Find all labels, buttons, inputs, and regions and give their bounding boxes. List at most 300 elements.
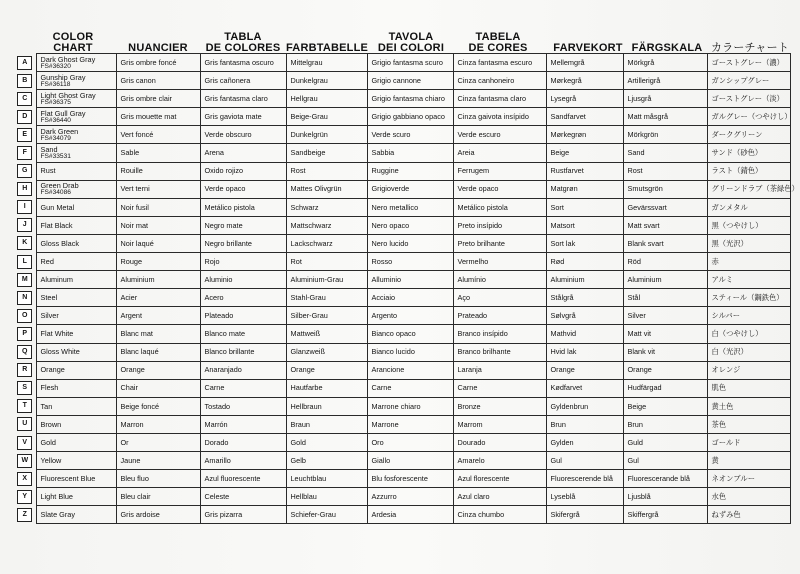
- spanish-name: Gris fantasma oscuro: [200, 54, 286, 72]
- swedish-name: Matt vit: [623, 325, 707, 343]
- danish-name: Gyldenbrun: [546, 397, 623, 415]
- portuguese-name: Cinza fantasma escuro: [453, 54, 546, 72]
- spanish-name: Negro mate: [200, 216, 286, 234]
- italian-name: Marrone: [367, 415, 453, 433]
- english-name-cell: [36, 216, 116, 234]
- spanish-name: Tostado: [200, 397, 286, 415]
- italian-name: Verde scuro: [367, 126, 453, 144]
- swedish-name: Guld: [623, 433, 707, 451]
- japanese-name: サンド（砂色）: [707, 144, 790, 162]
- french-name: Vert foncé: [116, 126, 200, 144]
- english-name-cell: [36, 234, 116, 252]
- english-name: Gloss White: [40, 347, 80, 357]
- french-name: Rouge: [116, 253, 200, 271]
- fs-code: FS#36320: [40, 62, 71, 70]
- french-name: Aluminium: [116, 271, 200, 289]
- english-name: Flesh: [40, 383, 59, 393]
- row-letter-cell: [14, 325, 36, 343]
- header-row: [0, 18, 800, 54]
- english-name-cell: [36, 325, 116, 343]
- japanese-name: 肌色: [707, 379, 790, 397]
- danish-name: Skifergrå: [546, 506, 623, 524]
- danish-name: Stålgrå: [546, 289, 623, 307]
- table-row: [14, 162, 790, 180]
- spanish-name: Gris fantasma claro: [200, 90, 286, 108]
- italian-name: Rosso: [367, 253, 453, 271]
- header-color-chart-jp: カラーチャート: [710, 42, 790, 54]
- italian-name: Acciaio: [367, 289, 453, 307]
- italian-name: Nero opaco: [367, 216, 453, 234]
- swedish-name: Silver: [623, 307, 707, 325]
- english-name: Rust: [40, 166, 56, 176]
- danish-name: Sort: [546, 198, 623, 216]
- swedish-name: Sand: [623, 144, 707, 162]
- swedish-name: Ljusblå: [623, 488, 707, 506]
- portuguese-name: Alumínio: [453, 271, 546, 289]
- italian-name: Grigio gabbiano opaco: [367, 108, 453, 126]
- table-row: [14, 379, 790, 397]
- english-name: Gold: [40, 437, 56, 447]
- german-name: Beige-Grau: [286, 108, 367, 126]
- portuguese-name: Branco brilhante: [453, 343, 546, 361]
- row-letter-cell: [14, 433, 36, 451]
- danish-name: Brun: [546, 415, 623, 433]
- german-name: Lackschwarz: [286, 234, 367, 252]
- english-name: Aluminum: [40, 274, 73, 284]
- italian-name: Nero lucido: [367, 234, 453, 252]
- row-letter: Z: [17, 508, 32, 522]
- swedish-name: Smutsgrön: [623, 180, 707, 198]
- table-row: [14, 54, 790, 72]
- portuguese-name: Vermelho: [453, 253, 546, 271]
- italian-name: Blu fosforescente: [367, 470, 453, 488]
- english-name: Green Drab: [40, 181, 79, 191]
- german-name: Glanzweiß: [286, 343, 367, 361]
- row-letter-cell: [14, 307, 36, 325]
- german-name: Gelb: [286, 452, 367, 470]
- french-name: Beige foncé: [116, 397, 200, 415]
- portuguese-name: Cinza canhoneiro: [453, 72, 546, 90]
- portuguese-name: Cinza chumbo: [453, 506, 546, 524]
- english-name-cell: [36, 162, 116, 180]
- italian-name: Giallo: [367, 452, 453, 470]
- english-name: Gunship Gray: [40, 72, 86, 82]
- row-letter-cell: [14, 397, 36, 415]
- english-name: Flat White: [40, 329, 74, 339]
- english-name: Fluorescent Blue: [40, 473, 96, 483]
- table-row: [14, 234, 790, 252]
- spanish-name: Rojo: [200, 253, 286, 271]
- spanish-name: Blanco mate: [200, 325, 286, 343]
- row-letter: B: [17, 74, 32, 88]
- french-name: Bleu clair: [116, 488, 200, 506]
- english-name: Light Ghost Gray: [40, 90, 96, 100]
- row-letter: P: [17, 327, 32, 341]
- danish-name: Orange: [546, 361, 623, 379]
- french-name: Chair: [116, 379, 200, 397]
- table-row: [14, 433, 790, 451]
- french-name: Gris ombre clair: [116, 90, 200, 108]
- danish-name: Fluorescerende blå: [546, 470, 623, 488]
- spanish-name: Amarillo: [200, 452, 286, 470]
- german-name: Schiefer-Grau: [286, 506, 367, 524]
- row-letter-cell: [14, 253, 36, 271]
- table-row: [14, 72, 790, 90]
- row-letter-cell: [14, 180, 36, 198]
- row-letter-cell: [14, 162, 36, 180]
- french-name: Gris mouette mat: [116, 108, 200, 126]
- row-letter-cell: [14, 271, 36, 289]
- spanish-name: Gris cañonera: [200, 72, 286, 90]
- japanese-name: ネオンブルー: [707, 470, 790, 488]
- english-name-cell: [36, 253, 116, 271]
- portuguese-name: Aço: [453, 289, 546, 307]
- row-letter: G: [17, 164, 32, 178]
- english-name-cell: [36, 144, 116, 162]
- portuguese-name: Cinza gaivota insípido: [453, 108, 546, 126]
- danish-name: Mørkegrå: [546, 72, 623, 90]
- fs-code: FS#36375: [40, 98, 71, 106]
- german-name: Leuchtblau: [286, 470, 367, 488]
- german-name: Dunkelgrau: [286, 72, 367, 90]
- row-letter-cell: [14, 198, 36, 216]
- row-letter-cell: [14, 343, 36, 361]
- english-name-cell: [36, 470, 116, 488]
- table-row: [14, 488, 790, 506]
- japanese-name: 黒（つやけし）: [707, 216, 790, 234]
- japanese-name: グリーンドラブ（茶緑色）: [707, 180, 790, 198]
- swedish-name: Hudfärgad: [623, 379, 707, 397]
- japanese-name: ゴーストグレー（淡）: [707, 90, 790, 108]
- danish-name: Kødfarvet: [546, 379, 623, 397]
- table-row: [14, 180, 790, 198]
- row-letter: O: [17, 309, 32, 323]
- danish-name: Sort lak: [546, 234, 623, 252]
- table-row: [14, 289, 790, 307]
- danish-name: Hvid lak: [546, 343, 623, 361]
- japanese-name: 白（つやけし）: [707, 325, 790, 343]
- header-fargskala: FÄRGSKALA: [631, 42, 703, 54]
- row-letter: C: [17, 92, 32, 106]
- english-name-cell: [36, 488, 116, 506]
- french-name: Rouille: [116, 162, 200, 180]
- spanish-name: Acero: [200, 289, 286, 307]
- portuguese-name: Metálico pistola: [453, 198, 546, 216]
- color-table: [14, 53, 799, 524]
- header-tabela-de-cores: TABELA DE CORES: [468, 31, 528, 54]
- portuguese-name: Marrom: [453, 415, 546, 433]
- spanish-name: Aluminio: [200, 271, 286, 289]
- header-color-chart: COLOR CHART: [52, 31, 94, 54]
- spanish-name: Marrón: [200, 415, 286, 433]
- french-name: Marron: [116, 415, 200, 433]
- table-row: [14, 126, 790, 144]
- english-name: Flat Gull Gray: [40, 108, 86, 118]
- table-row: [14, 470, 790, 488]
- spanish-name: Oxido rojizo: [200, 162, 286, 180]
- row-letter: M: [17, 273, 32, 287]
- danish-name: Rød: [546, 253, 623, 271]
- danish-name: Sandfarvet: [546, 108, 623, 126]
- english-name-cell: [36, 452, 116, 470]
- english-name-cell: [36, 198, 116, 216]
- spanish-name: Negro brillante: [200, 234, 286, 252]
- swedish-name: Stål: [623, 289, 707, 307]
- japanese-name: アルミ: [707, 271, 790, 289]
- portuguese-name: Laranja: [453, 361, 546, 379]
- table-row: [14, 361, 790, 379]
- danish-name: Mørkegrøn: [546, 126, 623, 144]
- row-letter: H: [17, 182, 32, 196]
- english-name: Dark Green: [40, 126, 79, 136]
- japanese-name: 茶色: [707, 415, 790, 433]
- row-letter: S: [17, 381, 32, 395]
- danish-name: Lyseblå: [546, 488, 623, 506]
- portuguese-name: Verde escuro: [453, 126, 546, 144]
- swedish-name: Rost: [623, 162, 707, 180]
- row-letter: E: [17, 128, 32, 142]
- portuguese-name: Azul florescente: [453, 470, 546, 488]
- portuguese-name: Bronze: [453, 397, 546, 415]
- fs-code: FS#33531: [40, 153, 71, 161]
- row-letter: J: [17, 218, 32, 232]
- english-name: Tan: [40, 401, 53, 411]
- table-row: [14, 216, 790, 234]
- french-name: Sable: [116, 144, 200, 162]
- fs-code: FS#36118: [40, 80, 71, 88]
- row-letter: N: [17, 291, 32, 305]
- japanese-name: 黄土色: [707, 397, 790, 415]
- spanish-name: Metálico pistola: [200, 198, 286, 216]
- german-name: Hautfarbe: [286, 379, 367, 397]
- italian-name: Argento: [367, 307, 453, 325]
- portuguese-name: Carne: [453, 379, 546, 397]
- row-letter: Q: [17, 345, 32, 359]
- italian-name: Azzurro: [367, 488, 453, 506]
- italian-name: Carne: [367, 379, 453, 397]
- table-row: [14, 397, 790, 415]
- table-row: [14, 253, 790, 271]
- row-letter-cell: [14, 144, 36, 162]
- swedish-name: Mörkgrön: [623, 126, 707, 144]
- portuguese-name: Preto brilhante: [453, 234, 546, 252]
- swedish-name: Matt måsgrå: [623, 108, 707, 126]
- spanish-name: Arena: [200, 144, 286, 162]
- english-name-cell: [36, 343, 116, 361]
- german-name: Aluminium-Grau: [286, 271, 367, 289]
- french-name: Orange: [116, 361, 200, 379]
- english-name-cell: [36, 397, 116, 415]
- table-row: [14, 343, 790, 361]
- italian-name: Grigio cannone: [367, 72, 453, 90]
- row-letter: X: [17, 472, 32, 486]
- danish-name: Matgrøn: [546, 180, 623, 198]
- english-name: Yellow: [40, 455, 62, 465]
- row-letter: W: [17, 454, 32, 468]
- header-farbtabelle: FARBTABELLE: [285, 42, 369, 54]
- swedish-name: Blank svart: [623, 234, 707, 252]
- portuguese-name: Areia: [453, 144, 546, 162]
- row-letter: T: [17, 399, 32, 413]
- spanish-name: Plateado: [200, 307, 286, 325]
- japanese-name: 黒（光沢）: [707, 234, 790, 252]
- portuguese-name: Amarelo: [453, 452, 546, 470]
- english-name: Sand: [40, 145, 58, 155]
- japanese-name: ラスト（錆色）: [707, 162, 790, 180]
- english-name-cell: [36, 180, 116, 198]
- table-row: [14, 271, 790, 289]
- german-name: Hellblau: [286, 488, 367, 506]
- row-letter: A: [17, 56, 32, 70]
- italian-name: Grigioverde: [367, 180, 453, 198]
- row-letter-cell: [14, 361, 36, 379]
- french-name: Argent: [116, 307, 200, 325]
- french-name: Noir fusil: [116, 198, 200, 216]
- row-letter-cell: [14, 90, 36, 108]
- japanese-name: 赤: [707, 253, 790, 271]
- danish-name: Lysegrå: [546, 90, 623, 108]
- spanish-name: Carne: [200, 379, 286, 397]
- danish-name: Beige: [546, 144, 623, 162]
- table-row: [14, 452, 790, 470]
- row-letter-cell: [14, 506, 36, 524]
- english-name-cell: [36, 108, 116, 126]
- italian-name: Sabbia: [367, 144, 453, 162]
- german-name: Sandbeige: [286, 144, 367, 162]
- danish-name: Mathvid: [546, 325, 623, 343]
- table-row: [14, 506, 790, 524]
- row-letter-cell: [14, 72, 36, 90]
- japanese-name: 白（光沢）: [707, 343, 790, 361]
- french-name: Gris canon: [116, 72, 200, 90]
- portuguese-name: Azul claro: [453, 488, 546, 506]
- english-name-cell: [36, 307, 116, 325]
- danish-name: Aluminium: [546, 271, 623, 289]
- header-tavola-dei-colori: TAVOLA DEI COLORI: [377, 31, 445, 54]
- english-name-cell: [36, 72, 116, 90]
- row-letter: R: [17, 363, 32, 377]
- english-name-cell: [36, 126, 116, 144]
- table-row: [14, 325, 790, 343]
- french-name: Blanc mat: [116, 325, 200, 343]
- row-letter: U: [17, 417, 32, 431]
- german-name: Gold: [286, 433, 367, 451]
- english-name: Brown: [40, 419, 62, 429]
- table-row: [14, 307, 790, 325]
- portuguese-name: Verde opaco: [453, 180, 546, 198]
- english-name-cell: [36, 54, 116, 72]
- german-name: Mattschwarz: [286, 216, 367, 234]
- english-name-cell: [36, 361, 116, 379]
- french-name: Blanc laqué: [116, 343, 200, 361]
- german-name: Mattweiß: [286, 325, 367, 343]
- english-name: Red: [40, 256, 54, 266]
- portuguese-name: Ferrugem: [453, 162, 546, 180]
- german-name: Schwarz: [286, 198, 367, 216]
- portuguese-name: Prateado: [453, 307, 546, 325]
- row-letter: V: [17, 436, 32, 450]
- italian-name: Bianco opaco: [367, 325, 453, 343]
- japanese-name: ダークグリーン: [707, 126, 790, 144]
- row-letter-cell: [14, 108, 36, 126]
- french-name: Or: [116, 433, 200, 451]
- spanish-name: Azul fluorescente: [200, 470, 286, 488]
- row-letter-cell: [14, 54, 36, 72]
- japanese-name: ゴーストグレー（濃）: [707, 54, 790, 72]
- english-name-cell: [36, 433, 116, 451]
- german-name: Hellbraun: [286, 397, 367, 415]
- english-name: Steel: [40, 292, 58, 302]
- swedish-name: Fluorescerande blå: [623, 470, 707, 488]
- japanese-name: オレンジ: [707, 361, 790, 379]
- row-letter-cell: [14, 234, 36, 252]
- swedish-name: Matt svart: [623, 216, 707, 234]
- french-name: Bleu fluo: [116, 470, 200, 488]
- japanese-name: ガルグレー（つやけし）: [707, 108, 790, 126]
- italian-name: Oro: [367, 433, 453, 451]
- row-letter-cell: [14, 415, 36, 433]
- danish-name: Mellemgrå: [546, 54, 623, 72]
- french-name: Vert terni: [116, 180, 200, 198]
- german-name: Orange: [286, 361, 367, 379]
- danish-name: Gul: [546, 452, 623, 470]
- danish-name: Gylden: [546, 433, 623, 451]
- header-tabla-de-colores: TABLA DE COLORES: [205, 31, 281, 54]
- italian-name: Alluminio: [367, 271, 453, 289]
- table-row: [14, 90, 790, 108]
- italian-name: Ardesia: [367, 506, 453, 524]
- swedish-name: Aluminium: [623, 271, 707, 289]
- japanese-name: シルバー: [707, 307, 790, 325]
- header-nuancier: NUANCIER: [128, 42, 188, 54]
- row-letter-cell: [14, 488, 36, 506]
- japanese-name: スティール（鋼鉄色）: [707, 289, 790, 307]
- german-name: Mittelgrau: [286, 54, 367, 72]
- swedish-name: Mörkgrå: [623, 54, 707, 72]
- header-farvekort: FARVEKORT: [553, 42, 623, 54]
- japanese-name: ねずみ色: [707, 506, 790, 524]
- row-letter: I: [17, 200, 32, 214]
- portuguese-name: Dourado: [453, 433, 546, 451]
- swedish-name: Brun: [623, 415, 707, 433]
- english-name-cell: [36, 506, 116, 524]
- row-letter-cell: [14, 470, 36, 488]
- row-letter-cell: [14, 216, 36, 234]
- french-name: Acier: [116, 289, 200, 307]
- italian-name: Nero metallico: [367, 198, 453, 216]
- swedish-name: Ljusgrå: [623, 90, 707, 108]
- english-name-cell: [36, 415, 116, 433]
- german-name: Dunkelgrün: [286, 126, 367, 144]
- table-row: [14, 144, 790, 162]
- french-name: Noir laqué: [116, 234, 200, 252]
- swedish-name: Gevärssvart: [623, 198, 707, 216]
- spanish-name: Dorado: [200, 433, 286, 451]
- danish-name: Rustfarvet: [546, 162, 623, 180]
- english-name: Orange: [40, 365, 65, 375]
- italian-name: Ruggine: [367, 162, 453, 180]
- french-name: Gris ombre foncé: [116, 54, 200, 72]
- swedish-name: Beige: [623, 397, 707, 415]
- italian-name: Marrone chiaro: [367, 397, 453, 415]
- danish-name: Sølvgrå: [546, 307, 623, 325]
- spanish-name: Blanco brillante: [200, 343, 286, 361]
- table-row: [14, 108, 790, 126]
- spanish-name: Gris gaviota mate: [200, 108, 286, 126]
- table-row: [14, 415, 790, 433]
- row-letter-cell: [14, 452, 36, 470]
- german-name: Hellgrau: [286, 90, 367, 108]
